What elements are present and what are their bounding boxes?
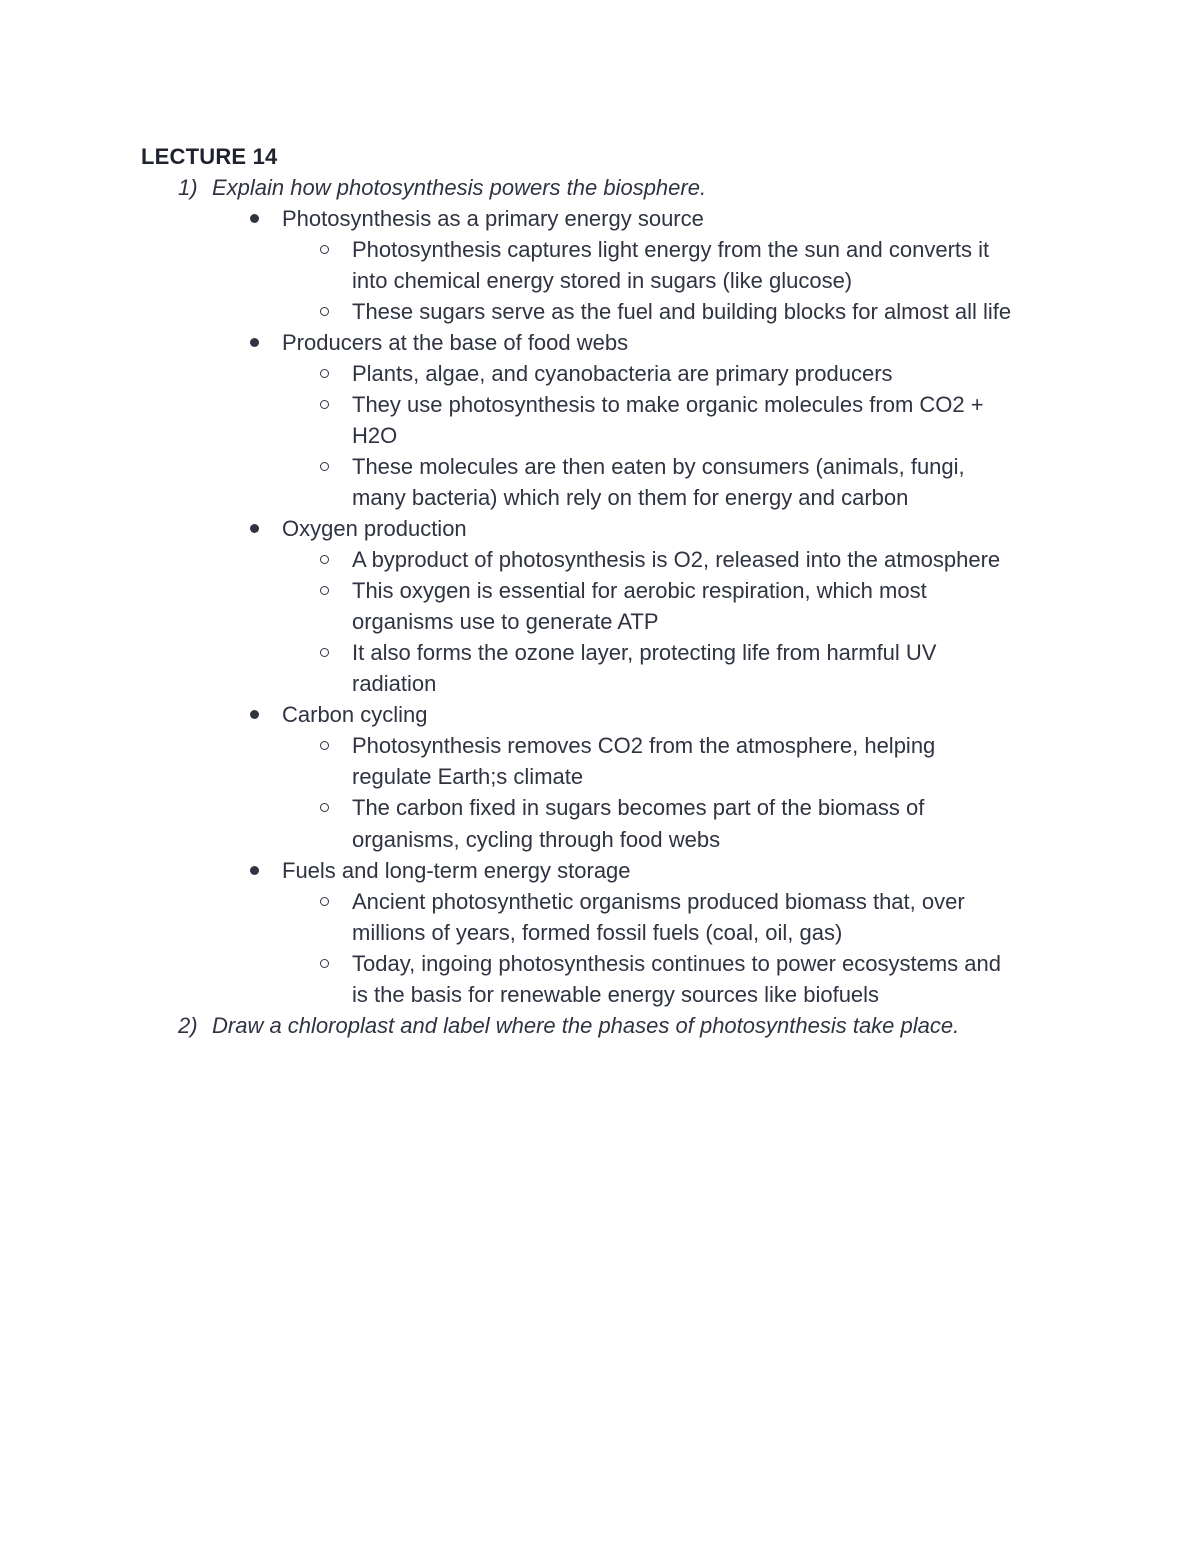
hollow-bullet-icon [320, 462, 329, 471]
point-line: Photosynthesis removes CO2 from the atmosphere, helping [352, 733, 936, 758]
section-heading: Carbon cycling [282, 702, 428, 727]
point-line: many bacteria) which rely on them for energy and carbon [352, 485, 909, 510]
hollow-bullet-icon [320, 586, 329, 595]
point-line: The carbon fixed in sugars becomes part of the biomass of [352, 795, 925, 820]
point-line: millions of years, formed fossil fuels (coal, oil, gas) [352, 920, 843, 945]
point-line: These molecules are then eaten by consumers (animals, fungi, [352, 454, 965, 479]
question-text: Draw a chloroplast and label where the phases of photosynthesis take place. [212, 1013, 960, 1038]
question-number: 2) [178, 1013, 198, 1038]
question-text: Explain how photosynthesis powers the biosphere. [212, 175, 707, 200]
hollow-bullet-icon [320, 400, 329, 409]
bullet-icon [250, 524, 259, 533]
hollow-bullet-icon [320, 959, 329, 968]
point-line: organisms, cycling through food webs [352, 827, 721, 852]
bullet-icon [250, 214, 259, 223]
point-line: radiation [352, 671, 437, 696]
bullet-icon [250, 338, 259, 347]
point-line: It also forms the ozone layer, protecting life from harmful UV [352, 640, 937, 665]
hollow-bullet-icon [320, 555, 329, 564]
point-line: regulate Earth;s climate [352, 764, 584, 789]
hollow-bullet-icon [320, 245, 329, 254]
hollow-bullet-icon [320, 648, 329, 657]
lecture-title: LECTURE 14 [141, 144, 278, 169]
point-line: is the basis for renewable energy sources like biofuels [352, 982, 880, 1007]
point-line: This oxygen is essential for aerobic respiration, which most [352, 578, 927, 603]
hollow-bullet-icon [320, 803, 329, 812]
question-2 [178, 1010, 959, 1041]
question-number: 1) [178, 175, 198, 200]
point-line: Today, ingoing photosynthesis continues to power ecosystems and [352, 951, 1001, 976]
point-line: A byproduct of photosynthesis is O2, released into the atmosphere [352, 547, 1001, 572]
point-line: Plants, algae, and cyanobacteria are primary producers [352, 361, 893, 386]
point-line: Photosynthesis captures light energy from the sun and converts it [352, 237, 990, 262]
hollow-bullet-icon [320, 307, 329, 316]
section-heading: Producers at the base of food webs [282, 330, 629, 355]
point-line: H2O [352, 423, 398, 448]
section-heading: Fuels and long-term energy storage [282, 858, 631, 883]
point-line: Ancient photosynthetic organisms produced biomass that, over [352, 889, 965, 914]
section-heading: Photosynthesis as a primary energy source [282, 206, 704, 231]
point-line: These sugars serve as the fuel and building blocks for almost all life [352, 299, 1012, 324]
point-line: organisms use to generate ATP [352, 609, 659, 634]
point-line: They use photosynthesis to make organic molecules from CO2 + [352, 392, 984, 417]
bullet-icon [250, 866, 259, 875]
bullet-icon [250, 710, 259, 719]
section-heading: Oxygen production [282, 516, 467, 541]
question-1 [178, 172, 706, 203]
hollow-bullet-icon [320, 741, 329, 750]
hollow-bullet-icon [320, 369, 329, 378]
point-line: into chemical energy stored in sugars (like glucose) [352, 268, 853, 293]
hollow-bullet-icon [320, 897, 329, 906]
